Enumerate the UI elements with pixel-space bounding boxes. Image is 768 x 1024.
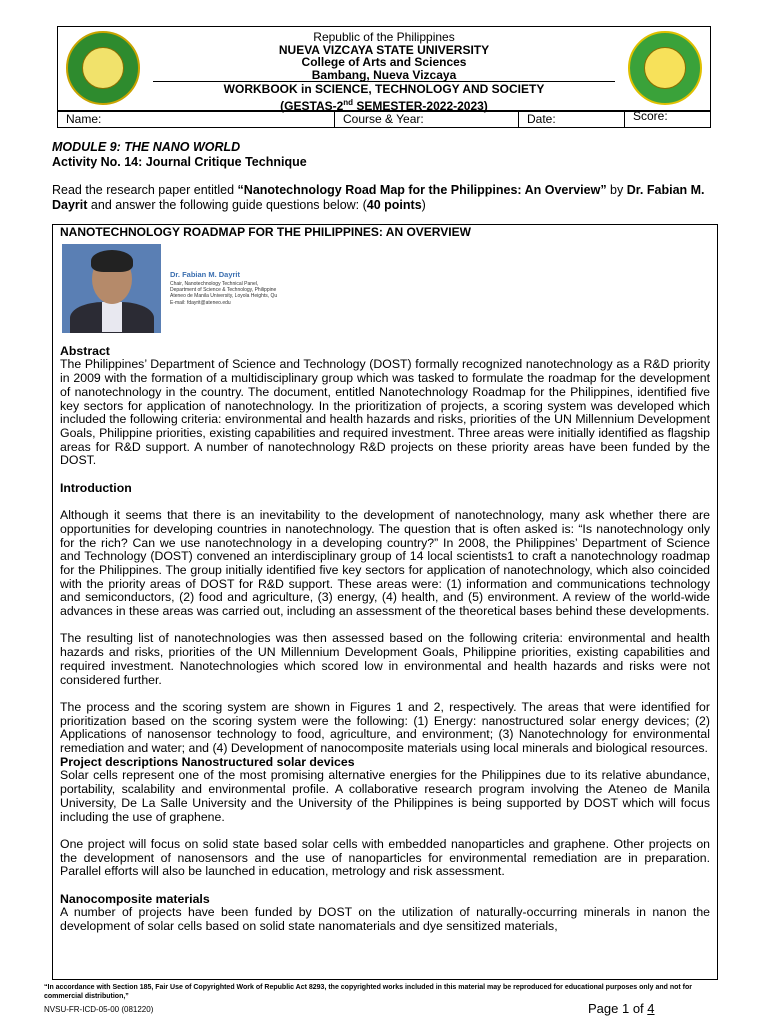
header-location: Bambang, Nueva Vizcaya (311, 67, 457, 82)
abstract-text: The Philippines’ Department of Science and Technology (DOST) formally recognized nanotechnology as a R&D priority in 2009 with the formation of a multidisciplinary group which was tasked to formulate the roadmap for the development of nanotechnology in the country. The document, entitled Nanotechnology Roadmap for the Philippines, identified five key sectors for application of nanotechnology. In the prioritization of projects, a scoring system was developed which included the following criteria: environmental and health hazards and risks, priorities of the UN Millennium Development Goals, Philippine priorities, existing capabilities and required investment. Three areas were initially identified as flagship areas for R&D support. A number of nanotechnology R&D projects on these priority areas have been funded by the DOST. (60, 357, 710, 468)
intro-paragraph-3: The process and the scoring system are shown in Figures 1 and 2, respectively. The areas that were identified for prioritization based on the scoring system were the following: (1) Energy: nanostructured solar energy devices; (2) Applications of nanosensor technology to food, agriculture, and environment; (3) Nanotechnology for environmental remediation and water; and (4) Development of nanocomposite materials using local minerals and biological resources. (60, 699, 710, 756)
semester-sup: nd (343, 98, 354, 107)
abstract-heading: Abstract (60, 343, 110, 358)
paper-title: NANOTECHNOLOGY ROADMAP FOR THE PHILIPPINES: AN OVERVIEW (60, 225, 471, 239)
project-paragraph-1: Solar cells represent one of the most promising alternative energies for the Philippines due to its relative abundance, portability, scalability and environmental profile. A collaborative research program involving the Ateneo de Manila University, De La Salle University and the University of the Philippines is being supported by DOST which will focus including the use of graphene. (60, 768, 710, 824)
header-workbook (153, 83, 615, 113)
intro-paragraph-2: The resulting list of nanotechnologies was then assessed based on the following criteria: environmental and health hazards and risks, priorities of the UN Millennium Development Goals, Philippine priorities, existing capabilities and required investment. Nanotechnologies which scored low in environmental and health hazards and risks were not considered further. (60, 631, 710, 687)
photo-collar (102, 302, 122, 332)
page-total: 4 (647, 1001, 655, 1016)
paper-box (52, 224, 718, 980)
author-banner (60, 244, 710, 346)
course-year-field[interactable]: Course & Year: (335, 111, 519, 127)
module-title: MODULE 9: THE NANO WORLD (52, 140, 241, 154)
project-paragraph-2: One project will focus on solid state based solar cells with embedded nanoparticles and graphene. Other projects on the development of nanosensors and the use of nanoparticles for environmental remediation are in preparation. Parallel efforts will also be launched in education, metrology and risk assessment. (60, 836, 710, 879)
university-seal-logo (66, 31, 140, 105)
activity-title: Activity No. 14: Journal Critique Technique (52, 155, 307, 169)
instructions (52, 183, 718, 213)
instr-text-d: ) (421, 198, 426, 212)
nanocomposite-paragraph: A number of projects have been funded by DOST on the utilization of naturally-occurring minerals in nanon the development of solar cells based on solid state nanomaterials and dye sensitized materials, (60, 905, 710, 934)
name-field[interactable]: Name: (58, 111, 335, 127)
instr-text-b: by (606, 183, 627, 197)
instr-text-c: and answer the following guide questions below: ( (87, 198, 367, 212)
introduction-heading: Introduction (60, 480, 132, 495)
author-line: Department of Science & Technology, Philippine (170, 287, 277, 294)
student-info-row (57, 110, 711, 128)
semester-suffix: SEMESTER-2022-2023) (353, 99, 488, 113)
college-seal-logo (628, 31, 702, 105)
author-ref: Dr. Fabian M. Dayrit (52, 183, 705, 212)
page-label: Page 1 of (588, 1001, 648, 1016)
workbook-title: WORKBOOK in SCIENCE, TECHNOLOGY AND SOCIETY (223, 82, 545, 96)
intro-paragraph-1: Although it seems that there is an inevitability to the development of nanotechnology, many ask whether there are opportunities for developing countries in nanotechnology. The question that is often asked is: “Is nanotechnology only for the rich? Can we use nanotechnology in a developing country?” In 2008, the Philippines’ Department of Science and Technology (DOST) convened an interdisciplinary group of 14 local scientists1 to craft a nanotechnology roadmap for the Philippines. The group initially identified five key sectors for application of nanotechnology, which also coincided with the priority areas of DOST for R&D support. These areas were: (1) information and communications technology and semiconductors, (2) food and agriculture, (3) energy, (4) health, and (5) environment. A review of the world-wide advances in these areas was carried out, including an assessment of the theoretical bases behind these developments. (60, 508, 710, 619)
document-header (57, 26, 711, 112)
author-card (170, 269, 278, 306)
photo-hair (91, 250, 133, 272)
module-heading (52, 140, 307, 170)
author-line: Chair, Nanotechnology Technical Panel, (170, 280, 259, 287)
author-line: Ateneo de Manila University, Loyola Heights, Qu (170, 293, 278, 300)
instr-text-a: Read the research paper entitled (52, 183, 238, 197)
form-code: NVSU-FR-ICD-05-00 (081220) (44, 1005, 154, 1014)
header-republic: Republic of the Philippines (313, 30, 455, 44)
nanocomposite-heading: Nanocomposite materials (60, 891, 210, 906)
score-field[interactable]: Score: (633, 109, 668, 123)
header-college: College of Arts and Sciences (301, 55, 467, 69)
author-photo (62, 244, 161, 333)
semester-prefix: (GESTAS-2 (280, 99, 344, 113)
header-institution (153, 31, 615, 81)
author-name: Dr. Fabian M. Dayrit (170, 269, 241, 279)
points-value: 40 points (366, 198, 422, 212)
date-field[interactable]: Date: (519, 111, 625, 127)
header-university: NUEVA VIZCAYA STATE UNIVERSITY (278, 42, 490, 57)
page-number (588, 1001, 655, 1016)
author-line: E-mail: fdayrit@ateneo.edu (170, 299, 231, 306)
seal-center (82, 47, 124, 89)
copyright-notice: “In accordance with Section 185, Fair Use of Copyrighted Work of Republic Act 8293, the copyrighted works included in this material may be reproduced for educational purposes only and not for commercial distribution,” (44, 984, 693, 1000)
paper-content (60, 226, 710, 934)
project-heading: Project descriptions Nanostructured solar devices (60, 754, 355, 769)
paper-title-ref: “Nanotechnology Road Map for the Philippines: An Overview” (237, 183, 607, 197)
seal-center (644, 47, 686, 89)
